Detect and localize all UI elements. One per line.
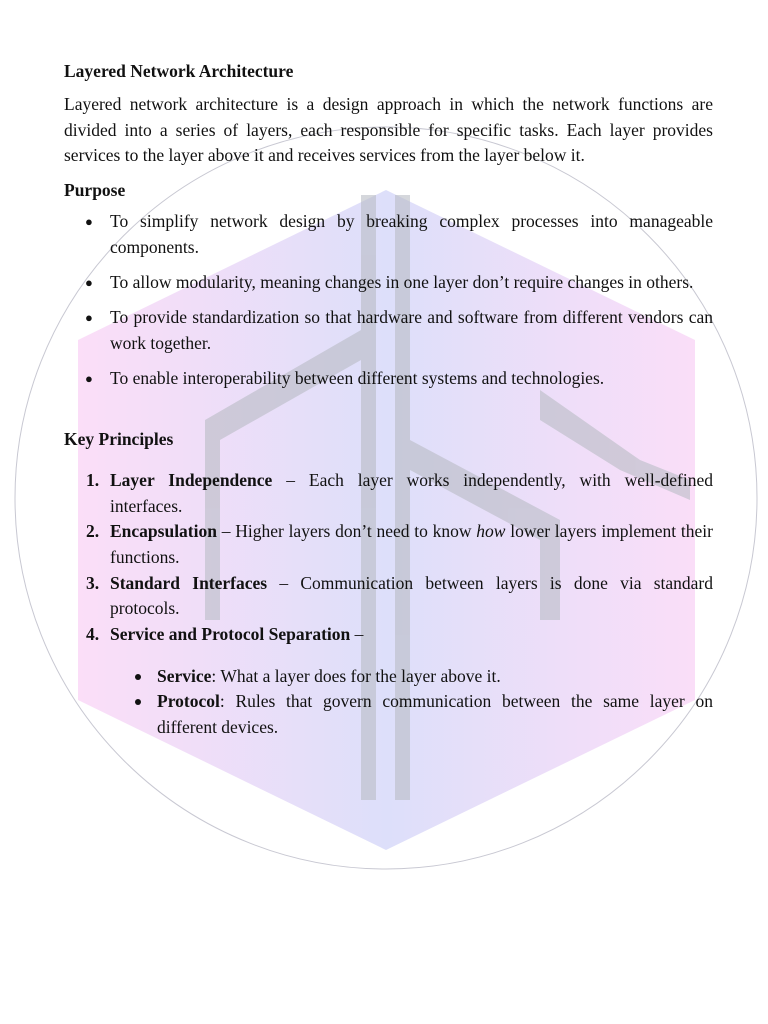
sub-term: Protocol — [157, 691, 220, 712]
bullet-icon: ● — [85, 214, 93, 230]
list-number: 4. — [86, 624, 100, 645]
list-item: 4. Service and Protocol Separation – — [64, 622, 713, 648]
document-page — [64, 58, 713, 741]
list-item: 3. Standard Interfaces – Communication between layers is done via standard protocols. — [86, 572, 713, 619]
bullet-icon: ● — [85, 275, 93, 291]
sub-term: Service — [157, 665, 212, 686]
list-item: Protocol: Rules that govern communication between the same layer on different devices. — [64, 689, 713, 740]
list-item: ● To allow modularity, meaning changes in one layer don’t require changes in others. — [64, 270, 713, 296]
principle-term: Encapsulation — [110, 521, 217, 542]
bullet-icon — [135, 674, 141, 680]
list-number: 3. — [86, 572, 100, 593]
list-item: 1. Layer Independence – Each layer works independently, with well-defined interfaces. — [86, 469, 714, 516]
list-number: 1. — [86, 469, 100, 490]
bullet-icon: ● — [85, 310, 93, 326]
list-number: 2. — [86, 521, 100, 542]
list-item: ● To simplify network design by breaking complex processes into manageable components. — [85, 211, 713, 257]
document-title: Layered Network Architecture — [64, 61, 294, 81]
principles-heading: Key Principles — [64, 428, 174, 449]
purpose-list — [64, 209, 713, 392]
list-item: ● To provide standardization so that hardware and software from different vendors can work together. — [85, 307, 713, 353]
bullet-icon — [135, 699, 141, 705]
principle-term: Layer Independence — [110, 469, 273, 490]
principles-list — [64, 468, 713, 648]
purpose-heading: Purpose — [64, 180, 126, 201]
bullet-icon: ● — [85, 371, 93, 387]
list-item: ● To enable interoperability between different systems and technologies. — [64, 366, 713, 392]
principle-term: Standard Interfaces — [110, 572, 268, 593]
emphasis-text: how — [476, 521, 506, 542]
list-item: 2. Encapsulation – Higher layers don’t need to know how lower layers implement their functions. — [86, 521, 713, 567]
principle-term: Service and Protocol Separation — [110, 624, 351, 645]
list-item: Service: What a layer does for the layer above it. — [64, 664, 713, 690]
separation-sublist — [64, 664, 713, 741]
intro-paragraph: Layered network architecture is a design approach in which the network functions are divided into a series of layers, each responsible for specific tasks. Each layer provides services to the layer above it and receives services from the layer below it. — [64, 94, 713, 166]
